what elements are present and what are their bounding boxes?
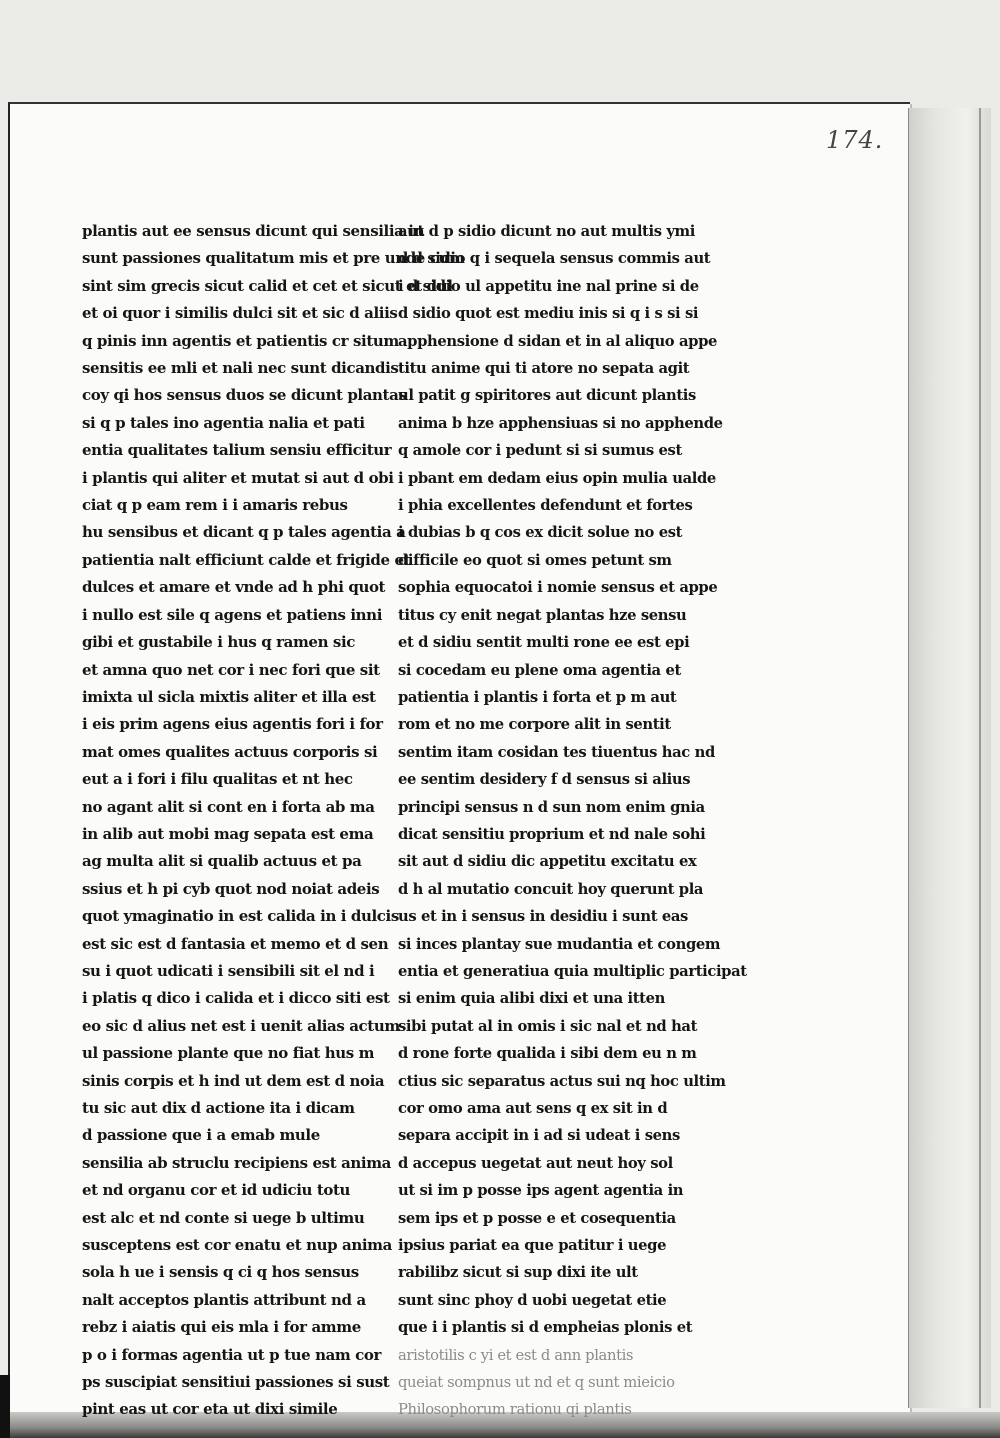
manuscript-line: ul passione plante que no fiat hus m xyxy=(82,1044,375,1063)
manuscript-line: si inces plantay sue mudantia et congem xyxy=(398,934,721,953)
manuscript-line: coy qi hos sensus duos se dicunt plantas xyxy=(82,386,407,405)
manuscript-line: i d sidio ul appetitu ine nal prine si de xyxy=(398,276,699,295)
manuscript-line: i pbant em dedam eius opin mulia ualde xyxy=(398,468,716,487)
manuscript-line: cor omo ama aut sens q ex sit in d xyxy=(398,1099,668,1117)
manuscript-line: ctius sic separatus actus sui nq hoc ultim xyxy=(398,1071,726,1090)
manuscript-line: pint eas ut cor eta ut dixi simile xyxy=(82,1400,338,1419)
manuscript-line: in alib aut mobi mag sepata est ema xyxy=(82,824,374,843)
manuscript-line: su i quot udicati i sensibili sit el nd i xyxy=(82,961,375,980)
manuscript-line: et amna quo net cor i nec fori que sit xyxy=(82,660,380,679)
manuscript-line: que i i plantis si d empheias plonis et xyxy=(398,1318,693,1337)
manuscript-line: us et in i sensus in desidiu i sunt eas xyxy=(398,907,688,926)
manuscript-line: d sidio quot est mediu inis si q i s si si xyxy=(398,304,699,323)
manuscript-line: et nd organu cor et id udiciu totu xyxy=(82,1181,351,1200)
right-text-column xyxy=(398,218,747,1424)
left-text-column xyxy=(82,218,465,1424)
manuscript-line: imixta ul sicla mixtis aliter et illa est xyxy=(82,687,376,706)
manuscript-line: aristotilis c yi et est d ann plantis xyxy=(398,1345,634,1364)
manuscript-line: Philosophorum rationu qi plantis xyxy=(398,1400,632,1419)
manuscript-line: dulces et amare et vnde ad h phi quot xyxy=(82,578,386,597)
manuscript-line: titus cy enit negat plantas hze sensu xyxy=(398,605,687,624)
manuscript-line: est alc et nd conte si uege b ultimu xyxy=(82,1208,365,1227)
manuscript-line: i dubias b q cos ex dicit solue no est xyxy=(398,523,683,542)
manuscript-line: aut d p sidio dicunt no aut multis ymi xyxy=(398,222,695,240)
manuscript-line: sinis corpis et h ind ut dem est d noia xyxy=(82,1071,385,1090)
manuscript-line: ssius et h pi cyb quot nod noiat adeis xyxy=(82,879,380,898)
manuscript-line: hu sensibus et dicant q p tales agentia a xyxy=(82,523,406,542)
manuscript-line: i nullo est sile q agens et patiens inni xyxy=(82,605,382,624)
manuscript-line: no agant alit si cont en i forta ab ma xyxy=(82,797,375,816)
manuscript-line: d passione que i a emab mule xyxy=(82,1126,320,1145)
manuscript-line: ee sentim desidery f d sensus si alius xyxy=(398,770,691,789)
manuscript-line: sensitis ee mli et nali nec sunt dicandis xyxy=(82,359,399,378)
manuscript-line: d d sidio q i sequela sensus commis aut xyxy=(398,249,711,268)
manuscript-line: apphensione d sidan et in al aliquo appe xyxy=(398,331,718,350)
manuscript-line: quot ymaginatio in est calida in i dulcis xyxy=(82,907,399,926)
manuscript-line: nalt acceptos plantis attribunt nd a xyxy=(82,1290,366,1309)
manuscript-line: ul patit g spiritores aut dicunt plantis xyxy=(398,386,696,405)
manuscript-line: est sic est d fantasia et memo et d sen xyxy=(82,934,389,953)
manuscript-line: anima b hze apphensiuas si no apphende xyxy=(398,413,723,432)
manuscript-line: ciat q p eam rem i i amaris rebus xyxy=(82,496,348,515)
manuscript-line: rabilibz sicut si sup dixi ite ult xyxy=(398,1263,638,1282)
manuscript-line: titu anime qui ti atore no sepata agit xyxy=(398,359,690,378)
manuscript-line: d h al mutatio concuit hoy querunt pla xyxy=(398,879,704,898)
manuscript-line: ut si im p posse ips agent agentia in xyxy=(398,1181,684,1200)
folio-page-edges xyxy=(908,108,991,1408)
manuscript-line: d accepus uegetat aut neut hoy sol xyxy=(398,1153,673,1172)
manuscript-line: si cocedam eu plene oma agentia et xyxy=(398,660,681,679)
manuscript-line: gibi et gustabile i hus q ramen sic xyxy=(82,633,355,652)
manuscript-line: patientia nalt efficiunt calde et frigide et xyxy=(82,550,411,569)
manuscript-line: sunt passiones qualitatum mis et pre unde cum xyxy=(82,249,465,268)
manuscript-line: i platis q dico i calida et i dicco siti est xyxy=(82,989,390,1008)
scan-left-corner xyxy=(0,1375,10,1438)
manuscript-line: q amole cor i pedunt si si sumus est xyxy=(398,441,682,460)
manuscript-line: dicat sensitiu proprium et nd nale sohi xyxy=(398,824,706,843)
manuscript-line: ag multa alit si qualib actuus et pa xyxy=(82,852,362,871)
folio-number: 174. xyxy=(826,126,884,154)
manuscript-line: queiat sompnus ut nd et q sunt mieicio xyxy=(398,1373,675,1392)
manuscript-line: sentim itam cosidan tes tiuentus hac nd xyxy=(398,742,715,761)
manuscript-line: sint sim grecis sicut calid et cet et sicut et dul xyxy=(82,276,453,295)
manuscript-line: si enim quia alibi dixi et una itten xyxy=(398,989,665,1008)
manuscript-line: difficile eo quot si omes petunt sm xyxy=(398,550,672,569)
manuscript-line: eut a i fori i filu qualitas et nt hec xyxy=(82,770,353,789)
manuscript-line: sibi putat al in omis i sic nal et nd hat xyxy=(398,1016,698,1035)
manuscript-line: sit aut d sidiu dic appetitu excitatu ex xyxy=(398,852,697,871)
manuscript-line: et oi quor i similis dulci sit et sic d aliis xyxy=(82,304,398,323)
manuscript-line: susceptens est cor enatu et nup anima xyxy=(82,1236,392,1255)
manuscript-line: sunt sinc phoy d uobi uegetat etie xyxy=(398,1290,667,1309)
manuscript-line: d rone forte qualida i sibi dem eu n m xyxy=(398,1044,697,1063)
manuscript-line: et d sidiu sentit multi rone ee est epi xyxy=(398,633,690,652)
manuscript-line: sola h ue i sensis q ci q hos sensus xyxy=(82,1263,359,1282)
manuscript-line: entia et generatiua quia multiplic participat xyxy=(398,961,747,980)
manuscript-line: tu sic aut dix d actione ita i dicam xyxy=(82,1099,355,1117)
manuscript-line: rom et no me corpore alit in sentit xyxy=(398,715,671,734)
manuscript-line: eo sic d alius net est i uenit alias actum xyxy=(82,1016,400,1035)
manuscript-line: p o i formas agentia ut p tue nam cor xyxy=(82,1345,382,1364)
manuscript-line: patientia i plantis i forta et p m aut xyxy=(398,687,677,706)
manuscript-line: si q p tales ino agentia nalia et pati xyxy=(82,413,365,432)
manuscript-line: q pinis inn agentis et patientis cr situm xyxy=(82,331,399,350)
manuscript-line: ps suscipiat sensitiui passiones si sust xyxy=(82,1373,390,1392)
manuscript-line: sensilia ab struclu recipiens est anima xyxy=(82,1153,391,1172)
manuscript-line: i plantis qui aliter et mutat si aut d obi xyxy=(82,468,394,487)
manuscript-line: separa accipit in i ad si udeat i sens xyxy=(398,1126,680,1145)
manuscript-line: entia qualitates talium sensiu efficitur xyxy=(82,441,392,460)
manuscript-line: rebz i aiatis qui eis mla i for amme xyxy=(82,1318,361,1337)
manuscript-line: ipsius pariat ea que patitur i uege xyxy=(398,1236,667,1255)
manuscript-line: sophia equocatoi i nomie sensus et appe xyxy=(398,578,718,597)
manuscript-line: sem ips et p posse e et cosequentia xyxy=(398,1208,676,1227)
manuscript-line: i eis prim agens eius agentis fori i for xyxy=(82,715,383,734)
manuscript-line: principi sensus n d sun nom enim gnia xyxy=(398,797,705,816)
manuscript-line: i phia excellentes defendunt et fortes xyxy=(398,496,693,515)
manuscript-line: mat omes qualites actuus corporis si xyxy=(82,742,378,761)
manuscript-line: plantis aut ee sensus dicunt qui sensilia in xyxy=(82,222,425,240)
